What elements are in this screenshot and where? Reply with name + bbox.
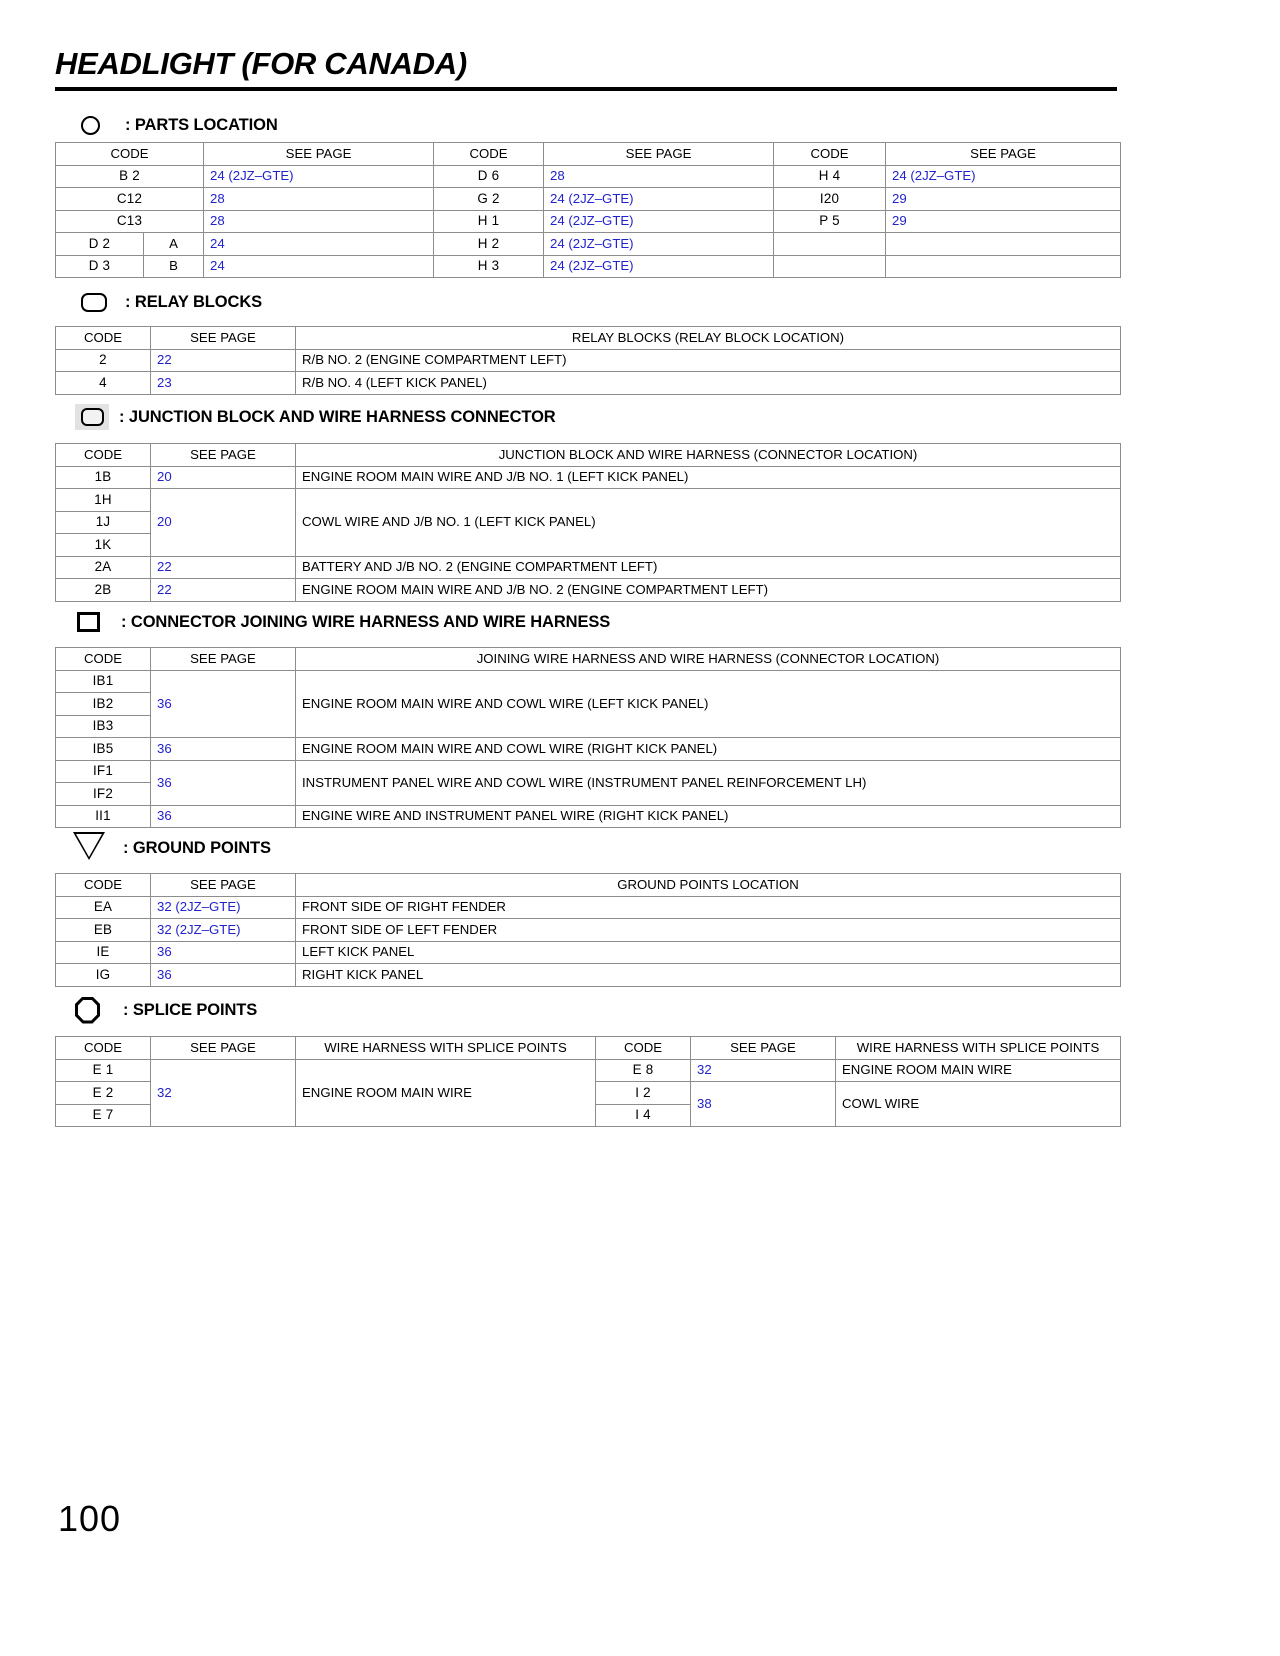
cell-description: ENGINE ROOM MAIN WIRE AND J/B NO. 2 (ENGINE COMPARTMENT LEFT) bbox=[296, 579, 1121, 602]
cell-see-page[interactable]: 36 bbox=[151, 670, 296, 738]
square-icon bbox=[77, 606, 117, 638]
cell-code: 1J bbox=[56, 511, 151, 534]
cell-description: COWL WIRE bbox=[836, 1082, 1121, 1127]
cell-code: II1 bbox=[56, 805, 151, 828]
section-heading-relay-blocks bbox=[81, 285, 1120, 319]
cell-code: E 7 bbox=[56, 1104, 151, 1127]
section-label: : GROUND POINTS bbox=[123, 838, 271, 857]
section-label: : RELAY BLOCKS bbox=[125, 292, 263, 311]
cell-see-page[interactable]: 23 bbox=[151, 372, 296, 395]
column-header-code: CODE bbox=[56, 327, 151, 350]
cell-code: IG bbox=[56, 964, 151, 987]
title-divider bbox=[55, 87, 1117, 91]
ground-points-table bbox=[55, 873, 1121, 987]
table-row bbox=[56, 964, 1121, 987]
cell-see-page[interactable]: 38 bbox=[691, 1082, 836, 1127]
cell-code: IB5 bbox=[56, 738, 151, 761]
column-header-seepage: SEE PAGE bbox=[151, 444, 296, 467]
cell-code bbox=[774, 233, 886, 256]
section-junction-block bbox=[55, 400, 1120, 602]
junction-block-table bbox=[55, 443, 1121, 602]
cell-see-page[interactable]: 28 bbox=[204, 210, 434, 233]
section-heading-junction-block bbox=[75, 400, 1120, 434]
table-row bbox=[56, 372, 1121, 395]
cell-code: IB2 bbox=[56, 693, 151, 716]
section-label: : PARTS LOCATION bbox=[125, 115, 278, 134]
cell-description: INSTRUMENT PANEL WIRE AND COWL WIRE (INSTRUMENT PANEL REINFORCEMENT LH) bbox=[296, 760, 1121, 805]
table-row bbox=[56, 941, 1121, 964]
table-row bbox=[56, 738, 1121, 761]
cell-code: EB bbox=[56, 919, 151, 942]
table-row bbox=[56, 760, 1121, 783]
cell-description: ENGINE WIRE AND INSTRUMENT PANEL WIRE (RIGHT KICK PANEL) bbox=[296, 805, 1121, 828]
section-heading-parts-location bbox=[81, 108, 1120, 142]
table-row bbox=[56, 579, 1121, 602]
cell-see-page[interactable]: 24 (2JZ–GTE) bbox=[544, 188, 774, 211]
cell-see-page[interactable]: 36 bbox=[151, 964, 296, 987]
table-row bbox=[56, 466, 1121, 489]
cell-see-page[interactable] bbox=[886, 255, 1121, 278]
column-header-seepage-left: SEE PAGE bbox=[151, 1037, 296, 1060]
cell-code: C13 bbox=[56, 210, 204, 233]
table-header-row bbox=[56, 1037, 1121, 1060]
column-header-seepage: SEE PAGE bbox=[151, 648, 296, 671]
table-row bbox=[56, 165, 1121, 188]
section-label: : JUNCTION BLOCK AND WIRE HARNESS CONNECTOR bbox=[119, 407, 556, 426]
cell-description: ENGINE ROOM MAIN WIRE bbox=[836, 1059, 1121, 1082]
table-row bbox=[56, 556, 1121, 579]
splice-points-table bbox=[55, 1036, 1121, 1127]
column-header-code-3: CODE bbox=[774, 143, 886, 166]
relay-blocks-table bbox=[55, 326, 1121, 395]
column-header-location: GROUND POINTS LOCATION bbox=[296, 874, 1121, 897]
triangle-icon bbox=[73, 832, 119, 864]
cell-code-variant: A bbox=[144, 233, 204, 256]
cell-code: G 2 bbox=[434, 188, 544, 211]
squircle-icon bbox=[81, 286, 121, 318]
cell-see-page[interactable]: 32 (2JZ–GTE) bbox=[151, 919, 296, 942]
column-header-code-2: CODE bbox=[434, 143, 544, 166]
table-row bbox=[56, 670, 1121, 693]
section-relay-blocks bbox=[55, 285, 1120, 395]
circle-icon bbox=[81, 109, 121, 141]
cell-code: H 4 bbox=[774, 165, 886, 188]
table-row bbox=[56, 233, 1121, 256]
cell-code bbox=[774, 255, 886, 278]
cell-code: C12 bbox=[56, 188, 204, 211]
cell-see-page[interactable]: 36 bbox=[151, 760, 296, 805]
column-header-location: JUNCTION BLOCK AND WIRE HARNESS (CONNECTOR LOCATION) bbox=[296, 444, 1121, 467]
cell-see-page[interactable]: 20 bbox=[151, 489, 296, 557]
cell-see-page[interactable]: 24 (2JZ–GTE) bbox=[544, 233, 774, 256]
cell-description: RIGHT KICK PANEL bbox=[296, 964, 1121, 987]
column-header-code-right: CODE bbox=[596, 1037, 691, 1060]
column-header-seepage-2: SEE PAGE bbox=[544, 143, 774, 166]
cell-code: EA bbox=[56, 896, 151, 919]
cell-description: ENGINE ROOM MAIN WIRE AND COWL WIRE (RIGHT KICK PANEL) bbox=[296, 738, 1121, 761]
section-label: : CONNECTOR JOINING WIRE HARNESS AND WIRE HARNESS bbox=[121, 612, 611, 631]
cell-code: 1B bbox=[56, 466, 151, 489]
section-heading-connector-joining bbox=[77, 605, 1120, 639]
table-row bbox=[56, 896, 1121, 919]
column-header-code: CODE bbox=[56, 444, 151, 467]
column-header-harness-right: WIRE HARNESS WITH SPLICE POINTS bbox=[836, 1037, 1121, 1060]
cell-code: IF1 bbox=[56, 760, 151, 783]
cell-see-page[interactable]: 24 (2JZ–GTE) bbox=[544, 210, 774, 233]
cell-see-page[interactable]: 24 (2JZ–GTE) bbox=[544, 255, 774, 278]
cell-description: FRONT SIDE OF LEFT FENDER bbox=[296, 919, 1121, 942]
cell-description: LEFT KICK PANEL bbox=[296, 941, 1121, 964]
cell-see-page[interactable]: 29 bbox=[886, 210, 1121, 233]
column-header-location: JOINING WIRE HARNESS AND WIRE HARNESS (CONNECTOR LOCATION) bbox=[296, 648, 1121, 671]
column-header-seepage: SEE PAGE bbox=[151, 327, 296, 350]
parts-location-table bbox=[55, 142, 1121, 278]
column-header-seepage-right: SEE PAGE bbox=[691, 1037, 836, 1060]
cell-description: ENGINE ROOM MAIN WIRE AND J/B NO. 1 (LEFT KICK PANEL) bbox=[296, 466, 1121, 489]
cell-see-page[interactable]: 36 bbox=[151, 805, 296, 828]
cell-see-page[interactable]: 32 bbox=[151, 1059, 296, 1127]
cell-see-page[interactable]: 28 bbox=[544, 165, 774, 188]
table-header-row bbox=[56, 874, 1121, 897]
cell-code: IB3 bbox=[56, 715, 151, 738]
cell-code: IE bbox=[56, 941, 151, 964]
page-number: 100 bbox=[58, 1498, 122, 1539]
table-row bbox=[56, 1059, 1121, 1082]
cell-code: D 2 bbox=[56, 233, 144, 256]
column-header-harness-left: WIRE HARNESS WITH SPLICE POINTS bbox=[296, 1037, 596, 1060]
table-header-row bbox=[56, 648, 1121, 671]
junction-block-icon bbox=[75, 401, 115, 433]
cell-code: 2 bbox=[56, 349, 151, 372]
table-row bbox=[56, 805, 1121, 828]
table-row bbox=[56, 188, 1121, 211]
section-label: : SPLICE POINTS bbox=[123, 1000, 258, 1019]
table-row bbox=[56, 210, 1121, 233]
column-header-code-1: CODE bbox=[56, 143, 204, 166]
table-header-row bbox=[56, 444, 1121, 467]
cell-see-page[interactable]: 24 bbox=[204, 255, 434, 278]
column-header-code-left: CODE bbox=[56, 1037, 151, 1060]
cell-code: I20 bbox=[774, 188, 886, 211]
cell-code: H 3 bbox=[434, 255, 544, 278]
octagon-icon bbox=[75, 994, 119, 1026]
cell-description: R/B NO. 4 (LEFT KICK PANEL) bbox=[296, 372, 1121, 395]
section-connector-joining bbox=[55, 605, 1120, 828]
cell-code: E 2 bbox=[56, 1082, 151, 1105]
cell-description: R/B NO. 2 (ENGINE COMPARTMENT LEFT) bbox=[296, 349, 1121, 372]
cell-see-page[interactable]: 24 (2JZ–GTE) bbox=[886, 165, 1121, 188]
cell-see-page[interactable]: 32 (2JZ–GTE) bbox=[151, 896, 296, 919]
cell-code: I 4 bbox=[596, 1104, 691, 1127]
table-header-row bbox=[56, 327, 1121, 350]
cell-code: IF2 bbox=[56, 783, 151, 806]
cell-description: COWL WIRE AND J/B NO. 1 (LEFT KICK PANEL) bbox=[296, 489, 1121, 557]
cell-code: P 5 bbox=[774, 210, 886, 233]
cell-see-page[interactable]: 24 bbox=[204, 233, 434, 256]
cell-see-page[interactable]: 36 bbox=[151, 738, 296, 761]
cell-code: B 2 bbox=[56, 165, 204, 188]
page-title: HEADLIGHT (FOR CANADA) bbox=[55, 46, 467, 81]
cell-description: ENGINE ROOM MAIN WIRE AND COWL WIRE (LEFT KICK PANEL) bbox=[296, 670, 1121, 738]
cell-see-page[interactable] bbox=[886, 233, 1121, 256]
column-header-code: CODE bbox=[56, 648, 151, 671]
column-header-code: CODE bbox=[56, 874, 151, 897]
cell-code: E 1 bbox=[56, 1059, 151, 1082]
cell-see-page[interactable]: 28 bbox=[204, 188, 434, 211]
cell-code: 4 bbox=[56, 372, 151, 395]
cell-description: FRONT SIDE OF RIGHT FENDER bbox=[296, 896, 1121, 919]
page-header bbox=[55, 48, 1117, 91]
cell-see-page[interactable]: 22 bbox=[151, 556, 296, 579]
section-splice-points bbox=[55, 990, 1120, 1127]
cell-see-page[interactable]: 29 bbox=[886, 188, 1121, 211]
section-heading-splice-points bbox=[75, 990, 1120, 1030]
section-heading-ground-points bbox=[73, 828, 1120, 868]
cell-code: 1K bbox=[56, 534, 151, 557]
cell-code: E 8 bbox=[596, 1059, 691, 1082]
cell-description: ENGINE ROOM MAIN WIRE bbox=[296, 1059, 596, 1127]
column-header-seepage: SEE PAGE bbox=[151, 874, 296, 897]
cell-see-page[interactable]: 36 bbox=[151, 941, 296, 964]
cell-see-page[interactable]: 32 bbox=[691, 1059, 836, 1082]
cell-code-variant: B bbox=[144, 255, 204, 278]
cell-see-page[interactable]: 20 bbox=[151, 466, 296, 489]
cell-code: 2A bbox=[56, 556, 151, 579]
cell-code: H 1 bbox=[434, 210, 544, 233]
cell-code: I 2 bbox=[596, 1082, 691, 1105]
cell-see-page[interactable]: 22 bbox=[151, 579, 296, 602]
cell-code: 2B bbox=[56, 579, 151, 602]
table-row bbox=[56, 255, 1121, 278]
connector-joining-table bbox=[55, 647, 1121, 828]
cell-code: IB1 bbox=[56, 670, 151, 693]
cell-see-page[interactable]: 24 (2JZ–GTE) bbox=[204, 165, 434, 188]
table-row bbox=[56, 489, 1121, 512]
cell-see-page[interactable]: 22 bbox=[151, 349, 296, 372]
cell-code: H 2 bbox=[434, 233, 544, 256]
column-header-location: RELAY BLOCKS (RELAY BLOCK LOCATION) bbox=[296, 327, 1121, 350]
table-header-row bbox=[56, 143, 1121, 166]
cell-description: BATTERY AND J/B NO. 2 (ENGINE COMPARTMENT LEFT) bbox=[296, 556, 1121, 579]
column-header-seepage-3: SEE PAGE bbox=[886, 143, 1121, 166]
cell-code: D 3 bbox=[56, 255, 144, 278]
section-parts-location bbox=[55, 108, 1120, 278]
cell-code: 1H bbox=[56, 489, 151, 512]
column-header-seepage-1: SEE PAGE bbox=[204, 143, 434, 166]
table-row bbox=[56, 349, 1121, 372]
table-row bbox=[56, 919, 1121, 942]
section-ground-points bbox=[55, 828, 1120, 987]
cell-code: D 6 bbox=[434, 165, 544, 188]
